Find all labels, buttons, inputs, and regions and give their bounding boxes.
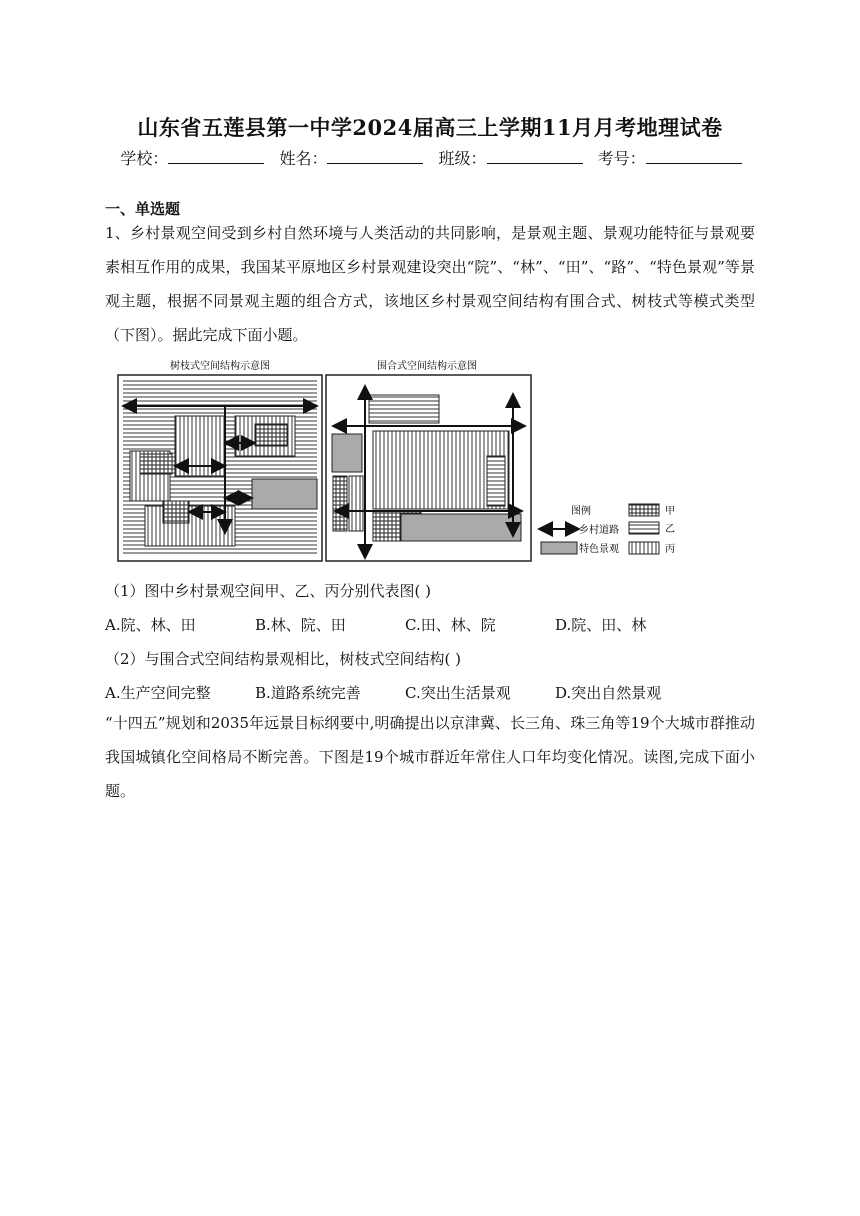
legend-label-feature: 特色景观 (579, 544, 619, 555)
question-1-stem: （1）图中乡村景观空间甲、乙、丙分别代表图( ) (105, 582, 432, 600)
school-label: 学校： (120, 149, 169, 168)
legend-label-yi: 乙 (665, 524, 675, 535)
legend-title: 图例 (571, 506, 591, 517)
legend-swatch-yi (629, 522, 659, 534)
q2-option-b[interactable]: B.道路系统完善 (255, 684, 361, 702)
q2-option-c[interactable]: C.突出生活景观 (405, 684, 511, 702)
right-figure-title: 围合式空间结构示意图 (377, 361, 477, 372)
q1-option-c[interactable]: C.田、林、院 (405, 616, 496, 634)
legend-label-jia: 甲 (665, 506, 675, 517)
question-2-options (105, 682, 661, 703)
legend-label-road: 乡村道路 (579, 525, 619, 536)
right-field-top (369, 395, 439, 423)
school-blank (168, 162, 264, 164)
legend-swatch-bing (629, 542, 659, 554)
student-info-row (0, 146, 860, 169)
right-courtyard-side (333, 476, 347, 531)
name-blank (327, 162, 423, 164)
right-field-side (487, 456, 505, 506)
passage-2: “十四五”规划和2035年远景目标纲要中,明确提出以京津冀、长三角、珠三角等19个大城市群推动我国城镇化空间格局不断完善。下图是19个城市群近年常住人口年均变化情况。读图,完成下面小题。 (105, 714, 755, 800)
left-figure-title: 树枝式空间结构示意图 (170, 361, 270, 372)
exam-number-label: 考号： (597, 149, 646, 168)
class-label: 班级： (438, 149, 487, 168)
q2-option-a[interactable]: A.生产空间完整 (105, 684, 211, 702)
left-courtyard-2 (140, 454, 172, 474)
right-feature-landscape-1 (332, 434, 362, 472)
right-feature-landscape-2 (401, 514, 521, 541)
legend-swatch-jia (629, 504, 659, 516)
class-blank (487, 162, 583, 164)
q1-option-a[interactable]: A.院、林、田 (105, 616, 196, 634)
exam-title: 山东省五莲县第一中学2024届高三上学期11月月考地理试卷 (137, 115, 723, 140)
q1-option-b[interactable]: B.林、院、田 (255, 616, 346, 634)
exam-number-blank (646, 162, 742, 164)
section-heading: 一、单选题 (105, 200, 181, 218)
left-courtyard-3 (163, 501, 189, 523)
q2-option-d[interactable]: D.突出自然景观 (555, 684, 662, 702)
question-1-options (105, 614, 646, 635)
landscape-structure-figure (115, 356, 695, 566)
legend-feature-swatch (541, 542, 577, 554)
question-intro: 1、乡村景观空间受到乡村自然环境与人类活动的共同影响，是景观主题、景观功能特征与景观要素相互作用的成果，我国某平原地区乡村景观建设突出“院”、“林”、“田”、“路”、“特色景观”等景观主题，根据不同景观主题的组合方式，该地区乡村景观空间结构有围合式、树枝式等模式类型（下图）。据此完成下面小题。 (105, 224, 755, 344)
question-2-stem: （2）与围合式空间结构景观相比，树枝式空间结构( ) (105, 650, 462, 668)
left-courtyard-1 (255, 424, 287, 446)
left-feature-landscape (252, 479, 317, 509)
legend-label-bing: 丙 (665, 544, 675, 555)
right-forest-side (349, 476, 363, 531)
q1-option-d[interactable]: D.院、田、林 (555, 616, 647, 634)
name-label: 姓名： (279, 149, 328, 168)
